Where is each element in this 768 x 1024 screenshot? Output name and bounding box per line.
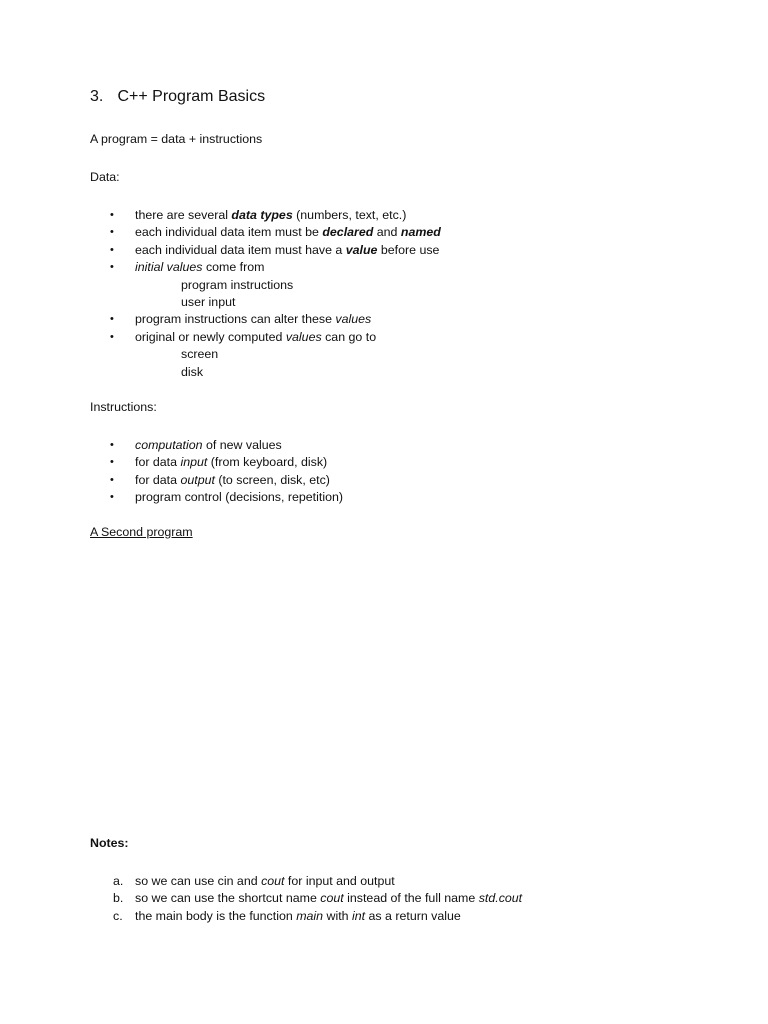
sub-list-item: screen [181,347,219,362]
intro-line: A program = data + instructions [90,132,263,146]
list-item: • for data output (to screen, disk, etc) [110,472,343,489]
list-item: • program instructions can alter these values [110,311,441,328]
bullet-icon: • [110,313,114,326]
sub-list-item: program instructions [181,277,294,292]
list-item: • computation of new values [110,437,343,454]
list-item: • each individual data item must have a value before use [110,242,441,259]
section-heading [90,88,265,106]
instructions-bullet-list [110,437,343,507]
note-item: b. so we can use the shortcut name cout instead of the full name std.cout [113,891,523,906]
list-item: • program control (decisions, repetition) [110,489,343,506]
bullet-icon: • [110,473,114,486]
bullet-icon: • [110,243,114,256]
list-item: • each individual data item must be declared and named [110,224,441,241]
sub-list-item: user input [181,295,236,310]
bullet-icon: • [110,261,114,274]
section-number: 3. [90,88,104,105]
notes-label: Notes: [90,836,129,850]
list-item: • for data input (from keyboard, disk) [110,454,343,471]
sub-list-item: disk [181,364,204,379]
note-item: a. so we can use cin and cout for input and output [113,874,395,888]
bullet-icon: • [110,330,114,343]
notes-list [113,873,522,925]
bullet-icon: • [110,491,114,504]
bullet-icon: • [110,456,114,469]
data-bullet-list [110,207,441,381]
instructions-label: Instructions: [90,400,157,414]
second-program-link[interactable]: A Second program [90,525,193,539]
note-item: c. the main body is the function main with int as a return value [113,908,461,923]
bullet-icon: • [110,226,114,239]
data-label: Data: [90,170,120,184]
list-item: • there are several data types (numbers, text, etc.) [110,207,441,224]
list-item: • initial values come from [110,259,441,276]
bullet-icon: • [110,439,114,451]
section-title: C++ Program Basics [117,88,266,105]
bullet-icon: • [110,209,114,221]
list-item: • original or newly computed values can go to [110,329,441,346]
